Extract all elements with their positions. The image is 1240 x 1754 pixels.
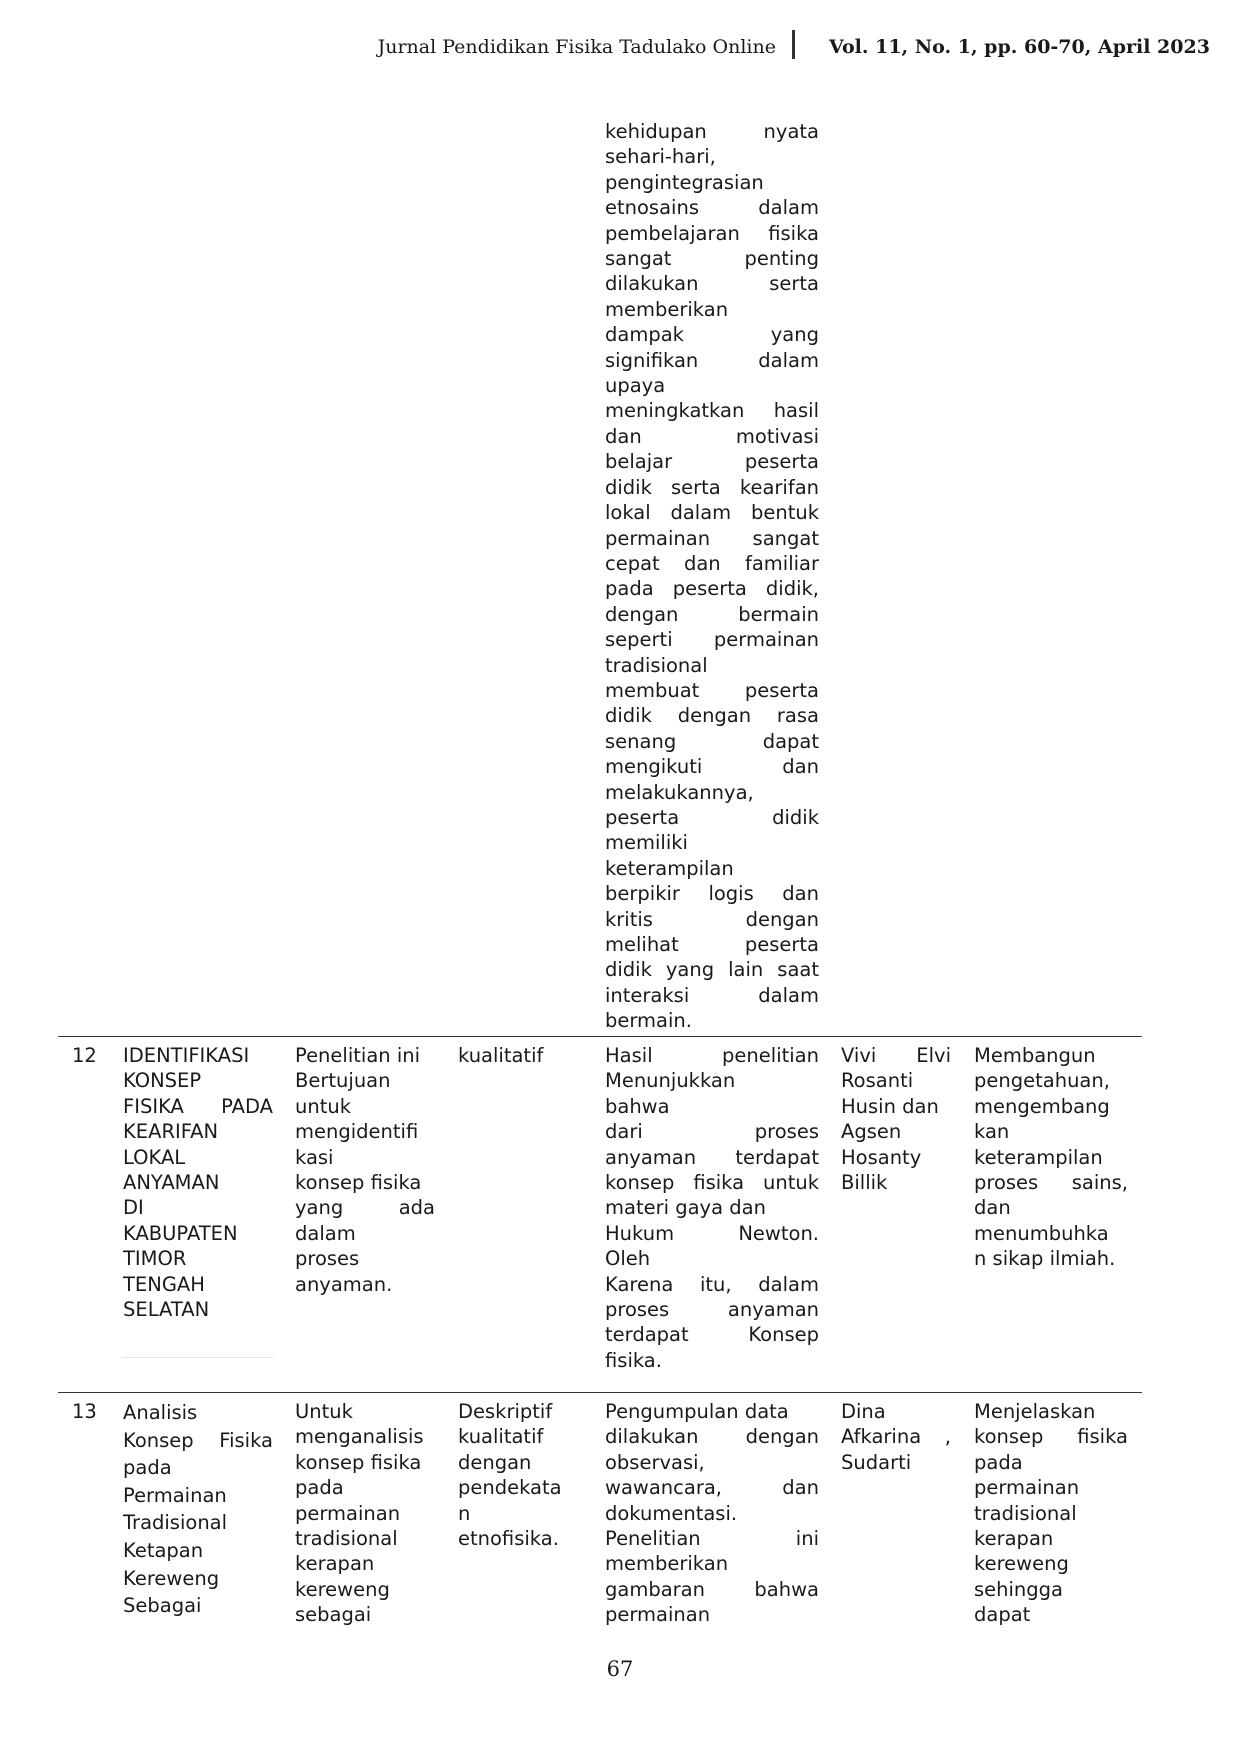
cell-line: kualitatif	[458, 1044, 544, 1067]
row-13-title-cell	[123, 1399, 273, 1620]
cell-line: n	[458, 1501, 471, 1525]
row-12-top-rule	[58, 1036, 1142, 1037]
cell-line: Membangun	[974, 1044, 1096, 1067]
cell-line: sehari-hari,	[605, 145, 716, 169]
cell-line: Penelitian ini	[295, 1044, 421, 1067]
cell-line: dilakukan dengan	[605, 1425, 819, 1449]
cell-line: melakukannya,	[605, 780, 754, 804]
cell-line: menganalisis	[295, 1425, 424, 1449]
row-13-method-cell	[458, 1399, 570, 1551]
cell-line: untuk	[295, 1094, 352, 1118]
cell-line: dengan	[458, 1450, 532, 1474]
cell-line: DI	[123, 1196, 144, 1220]
cell-line: seperti permainan	[605, 628, 819, 652]
cell-line: pengetahuan,	[974, 1069, 1110, 1093]
cell-line: keterampilan	[974, 1145, 1103, 1169]
cell-line: memberikan	[605, 1552, 729, 1576]
cell-line: TENGAH	[123, 1272, 205, 1296]
row-13-author-cell	[841, 1399, 951, 1475]
cell-line: keterampilan	[605, 856, 734, 880]
cell-line: dokumentasi.	[605, 1501, 738, 1525]
cell-line: etnosains dalam	[605, 196, 819, 220]
cell-line: KONSEP	[123, 1069, 202, 1093]
cell-line: cepat dan familiar	[605, 551, 819, 575]
cell-line: KABUPATEN	[123, 1221, 238, 1245]
cell-line: sebagai	[295, 1603, 372, 1627]
cell-line: observasi,	[605, 1450, 705, 1474]
cell-line: anyaman.	[295, 1272, 393, 1296]
cell-line: peserta didik	[605, 805, 819, 829]
cell-line: konsep fisika	[295, 1171, 422, 1195]
cell-line: dalam	[295, 1221, 356, 1245]
cell-line: pembelajaran fisika	[605, 221, 819, 245]
cell-line: Afkarina ,	[841, 1425, 951, 1449]
cell-line: bermain.	[605, 1009, 692, 1033]
cell-line: Karena itu, dalam	[605, 1272, 819, 1296]
cell-line: Rosanti	[841, 1069, 914, 1093]
cell-line: sehingga	[974, 1577, 1063, 1601]
cell-line: Hosanty	[841, 1145, 922, 1169]
cell-line: dengan bermain	[605, 602, 819, 626]
row-12-benefit-cell	[974, 1043, 1128, 1272]
cell-line: senang dapat	[605, 729, 819, 753]
cell-line: proses anyaman	[605, 1298, 819, 1322]
cell-line: SELATAN	[123, 1298, 210, 1322]
cell-line: materi gaya dan	[605, 1196, 766, 1220]
row-12-number: 12	[72, 1044, 97, 1067]
cell-line: mengidentifi	[295, 1120, 419, 1144]
row-13-benefit-cell	[974, 1399, 1128, 1628]
cell-line: Sebagai	[123, 1594, 202, 1618]
cell-line: Menunjukkan	[605, 1069, 736, 1093]
cell-line: Penelitian ini	[605, 1527, 819, 1551]
cell-line: Sudarti	[841, 1450, 912, 1474]
cell-line: kehidupan nyata	[605, 120, 819, 143]
faint-divider	[122, 1357, 274, 1358]
cell-line: pada	[974, 1450, 1023, 1474]
cell-line: wawancara, dan	[605, 1476, 819, 1500]
cell-line: konsep fisika untuk	[605, 1171, 819, 1195]
cell-line: Deskriptif	[458, 1400, 553, 1423]
cell-line: kerapan	[974, 1527, 1054, 1551]
cell-line: kasi	[295, 1145, 334, 1169]
cell-line: lokal dalam bentuk	[605, 501, 819, 525]
cell-line: dan	[974, 1196, 1011, 1220]
cell-line: permainan	[974, 1476, 1080, 1500]
cell-line: tradisional	[605, 653, 708, 677]
journal-title: Jurnal Pendidikan Fisika Tadulako Online	[377, 36, 776, 58]
cell-line: KEARIFAN	[123, 1120, 219, 1144]
cell-line: Bertujuan	[295, 1069, 391, 1093]
cell-line: bahwa	[605, 1094, 670, 1118]
cell-line: Konsep Fisika	[123, 1428, 273, 1452]
cell-line: konsep fisika	[974, 1425, 1128, 1449]
cell-line: upaya	[605, 374, 666, 398]
cell-line: permainan sangat	[605, 526, 819, 550]
cell-line: dampak yang	[605, 323, 819, 347]
cell-line: pengintegrasian	[605, 170, 764, 194]
cell-line: permainan	[605, 1603, 711, 1627]
cell-line: dapat	[974, 1603, 1031, 1627]
cell-line: pendekata	[458, 1476, 562, 1500]
cell-line: ANYAMAN	[123, 1171, 220, 1195]
cell-line: signifikan dalam	[605, 348, 819, 372]
cell-line: Permainan	[123, 1483, 227, 1507]
cell-line: Menjelaskan	[974, 1400, 1096, 1423]
cell-line: Vivi Elvi	[841, 1044, 951, 1067]
cell-line: anyaman terdapat	[605, 1145, 819, 1169]
cell-line: meningkatkan hasil	[605, 399, 819, 423]
cell-line: FISIKA PADA	[123, 1094, 273, 1118]
cell-line: kan	[974, 1120, 1010, 1144]
row-13-number: 13	[72, 1400, 97, 1423]
cell-line: IDENTIFIKASI	[123, 1044, 250, 1067]
cell-line: Pengumpulan data	[605, 1400, 789, 1423]
cell-line: pada	[123, 1456, 172, 1480]
cell-line: Hasil penelitian	[605, 1044, 819, 1067]
cell-line: n sikap ilmiah.	[974, 1247, 1116, 1271]
volume-info: Vol. 11, No. 1, pp. 60-70, April 2023	[829, 36, 1210, 58]
row-12-title-cell	[123, 1043, 273, 1322]
cell-line: proses sains,	[974, 1171, 1128, 1195]
cell-line: Ketapan	[123, 1538, 204, 1562]
cell-line: Hukum Newton.	[605, 1221, 819, 1245]
cell-line: mengikuti dan	[605, 755, 819, 779]
cell-line: Analisis	[123, 1401, 198, 1424]
cell-line: proses	[295, 1247, 360, 1271]
cell-line: dan motivasi	[605, 424, 819, 448]
cell-line: belajar peserta	[605, 450, 819, 474]
cell-line: memberikan	[605, 297, 729, 321]
cell-line: Billik	[841, 1171, 888, 1195]
cell-line: kualitatif	[458, 1425, 544, 1449]
cell-line: membuat peserta	[605, 678, 819, 702]
cell-line: Oleh	[605, 1247, 651, 1271]
cell-line: dilakukan serta	[605, 272, 819, 296]
cell-line: permainan	[295, 1501, 401, 1525]
cell-line: kereweng	[295, 1577, 390, 1601]
row-12-result-cell	[605, 1043, 819, 1373]
cell-line: mengembang	[974, 1094, 1110, 1118]
cell-line: Husin dan	[841, 1094, 939, 1118]
cell-line: Untuk	[295, 1400, 353, 1423]
running-header	[0, 30, 1240, 70]
cell-line: etnofisika.	[458, 1527, 559, 1551]
cell-line: Kereweng	[123, 1566, 220, 1590]
cell-line: LOKAL	[123, 1145, 186, 1169]
cell-line: tradisional	[295, 1527, 398, 1551]
cell-line: interaksi dalam	[605, 983, 819, 1007]
cell-line: sangat penting	[605, 247, 819, 271]
cell-line: didik serta kearifan	[605, 475, 819, 499]
continuation-hasil-cell	[605, 119, 819, 1034]
cell-line: memiliki	[605, 831, 688, 855]
cell-line: kereweng	[974, 1552, 1069, 1576]
header-separator	[792, 30, 795, 59]
row-12-method-cell	[458, 1043, 570, 1068]
cell-line: kerapan	[295, 1552, 375, 1576]
cell-line: Tradisional	[123, 1511, 228, 1535]
cell-line: dari proses	[605, 1120, 819, 1144]
row-13-top-rule	[58, 1392, 1142, 1393]
page-number: 67	[606, 1657, 634, 1681]
cell-line: berpikir logis dan	[605, 882, 819, 906]
cell-line: yang ada	[295, 1196, 435, 1220]
cell-line: pada peserta didik,	[605, 577, 819, 601]
cell-line: Dina	[841, 1400, 886, 1423]
row-12-author-cell	[841, 1043, 951, 1195]
cell-line: fisika.	[605, 1348, 662, 1372]
cell-line: pada	[295, 1476, 344, 1500]
cell-line: didik yang lain saat	[605, 958, 819, 982]
row-13-result-cell	[605, 1399, 819, 1628]
row-12-purpose-cell	[295, 1043, 435, 1297]
cell-line: TIMOR	[123, 1247, 187, 1271]
cell-line: Agsen	[841, 1120, 902, 1144]
cell-line: melihat peserta	[605, 933, 819, 956]
row-13-purpose-cell	[295, 1399, 435, 1628]
cell-line: konsep fisika	[295, 1450, 422, 1474]
cell-line: kritis dengan	[605, 907, 819, 931]
cell-line: terdapat Konsep	[605, 1323, 819, 1347]
cell-line: tradisional	[974, 1501, 1077, 1525]
cell-line: menumbuhka	[974, 1221, 1109, 1245]
cell-line: gambaran bahwa	[605, 1577, 819, 1601]
cell-line: didik dengan rasa	[605, 704, 819, 728]
